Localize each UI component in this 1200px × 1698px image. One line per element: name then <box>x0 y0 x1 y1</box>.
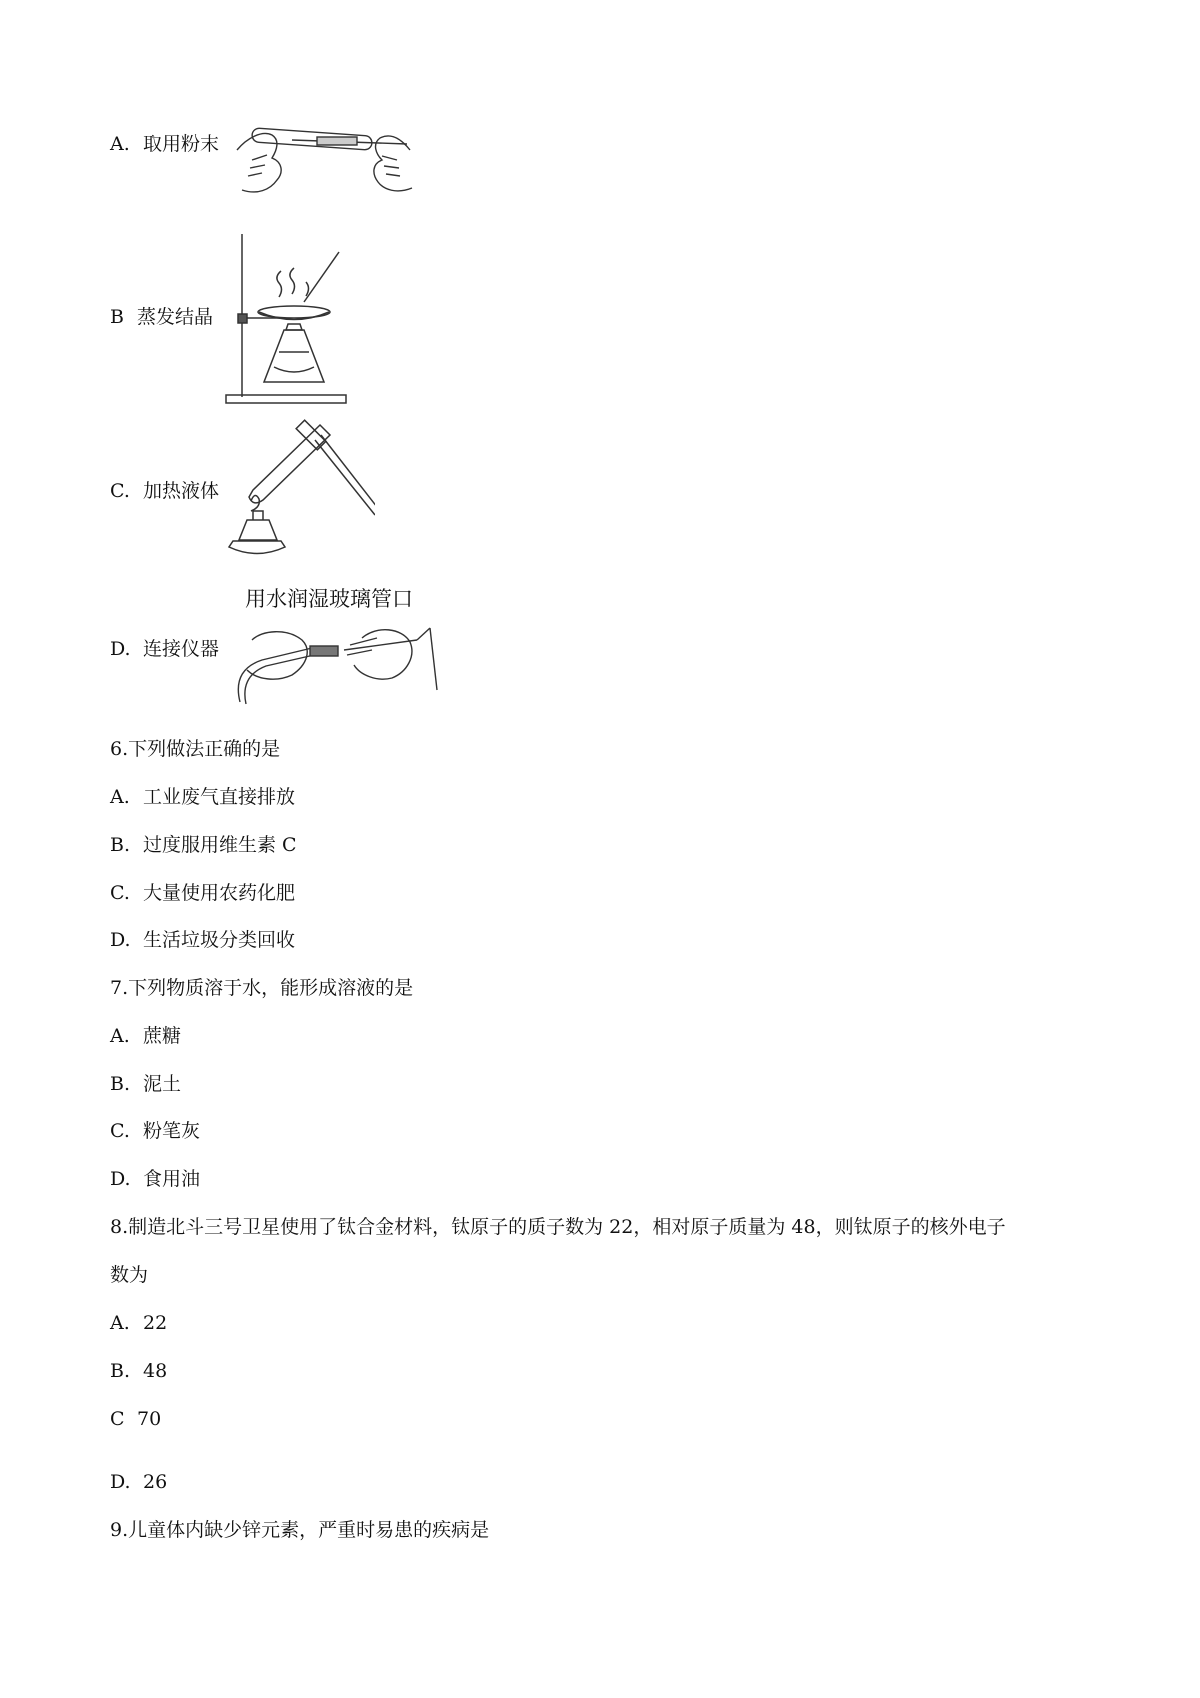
question-stem: 6.下列做法正确的是 <box>110 738 281 760</box>
option-text: 大量使用农药化肥 <box>143 882 296 904</box>
option-label: D. <box>110 638 131 660</box>
evaporating-dish-on-stand-icon <box>224 232 359 407</box>
option-label: A. <box>110 133 130 155</box>
hands-connecting-tube-icon <box>232 620 447 710</box>
option-label: B. <box>110 834 131 856</box>
option-label: A. <box>110 786 130 808</box>
option-text: 过度服用维生素 C <box>143 834 297 856</box>
option-text: 工业废气直接排放 <box>143 786 296 808</box>
option-label: B. <box>110 1073 131 1095</box>
option-label: D. <box>110 1471 131 1493</box>
option-text: 22 <box>143 1312 168 1334</box>
option-text: 粉笔灰 <box>143 1120 201 1142</box>
figure-caption: 用水润湿玻璃管口 <box>245 587 413 611</box>
option-text: 蔗糖 <box>143 1025 182 1047</box>
option-label: A. <box>110 1025 130 1047</box>
option-text: 蒸发结晶 <box>137 306 214 328</box>
option-text: 连接仪器 <box>143 638 220 660</box>
option-label: D. <box>110 1168 131 1190</box>
option-label: C. <box>110 1120 130 1142</box>
option-text: 泥土 <box>143 1073 182 1095</box>
question-stem: 7.下列物质溶于水，能形成溶液的是 <box>110 977 414 999</box>
question-stem-continued: 数为 <box>110 1264 149 1286</box>
test-tube-over-burner-icon <box>225 415 375 567</box>
option-label: A. <box>110 1312 130 1334</box>
option-text: 生活垃圾分类回收 <box>143 929 296 951</box>
test-tube-powder-icon <box>232 110 417 200</box>
option-label: B <box>110 306 124 328</box>
option-label: C <box>110 1408 125 1430</box>
option-text: 48 <box>143 1360 168 1382</box>
option-text: 26 <box>143 1471 168 1493</box>
option-text: 食用油 <box>143 1168 201 1190</box>
option-text: 70 <box>137 1408 162 1430</box>
option-label: C. <box>110 480 130 502</box>
option-label: D. <box>110 929 131 951</box>
option-label: C. <box>110 882 130 904</box>
option-label: B. <box>110 1360 131 1382</box>
question-stem: 9.儿童体内缺少锌元素，严重时易患的疾病是 <box>110 1519 490 1541</box>
option-text: 加热液体 <box>143 480 220 502</box>
question-stem: 8.制造北斗三号卫星使用了钛合金材料，钛原子的质子数为 22，相对原子质量为 48，则钛原子的核外电子 <box>110 1216 1006 1238</box>
option-text: 取用粉末 <box>143 133 220 155</box>
